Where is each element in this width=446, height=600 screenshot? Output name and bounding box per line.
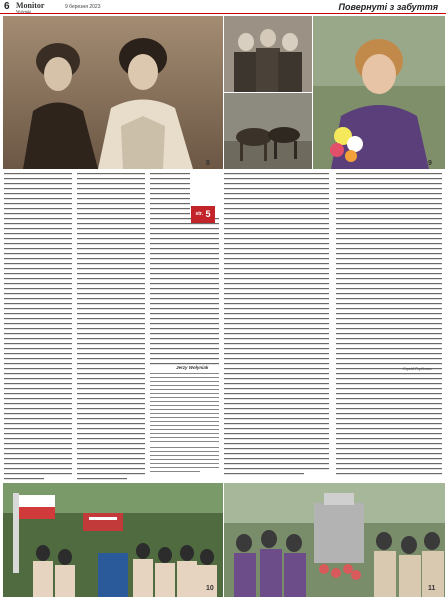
page-reference-label: str. (195, 211, 203, 217)
horses-image (224, 93, 312, 169)
old-group-image (224, 16, 312, 92)
page-reference-badge (191, 206, 215, 223)
photo-memorial-crowd (224, 483, 445, 597)
section-bar (223, 0, 446, 13)
translator-name: Сергій Гордієнко (403, 366, 432, 371)
photo-horses (224, 93, 312, 169)
sepia-portrait-image (3, 16, 223, 169)
polish-author-name: Jerzy Wołyniak (176, 365, 209, 370)
photo-old-group (224, 16, 312, 92)
photo-number-11: 11 (428, 585, 436, 592)
memorial-crowd-image (224, 483, 445, 597)
photo-two-women-sepia (3, 16, 223, 169)
woman-flowers-image (313, 16, 445, 169)
masthead-title: Monitor (16, 1, 45, 10)
masthead-logo (16, 1, 44, 14)
ukrainian-text-lines (224, 171, 444, 481)
ceremony-flags-image (3, 483, 223, 597)
page-reference-number: 5 (205, 209, 211, 219)
section-title: Повернуті з забуття (338, 2, 438, 12)
photo-ceremony-flags (3, 483, 223, 597)
polish-footnotes (150, 371, 219, 481)
issue-date: 9 березня 2023 (65, 4, 101, 10)
photo-number-9: 9 (428, 160, 432, 167)
photo-woman-with-flowers (313, 16, 445, 169)
photo-number-8: 8 (206, 160, 210, 167)
page-header (0, 0, 446, 14)
masthead-subtitle: Wołyński (16, 9, 32, 14)
page-number: 6 (4, 1, 10, 12)
photo-number-10: 10 (206, 585, 214, 592)
